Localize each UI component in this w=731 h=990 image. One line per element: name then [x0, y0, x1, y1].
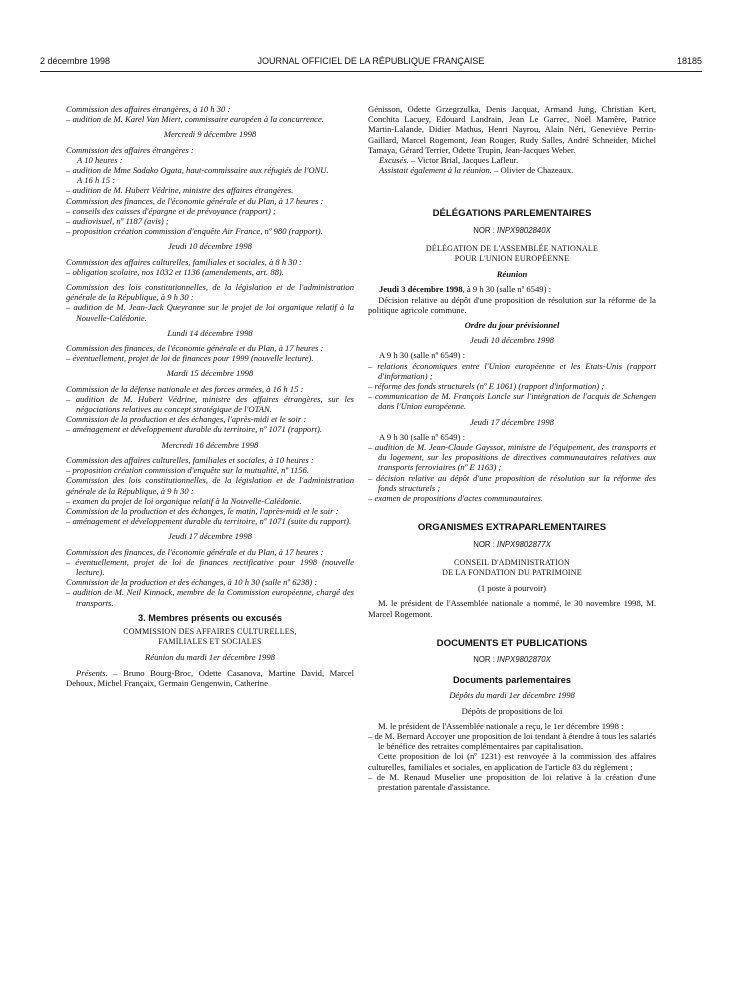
agenda-item: – audition de M. Karel Van Miert, commissaire européen à la concurrence.	[66, 114, 324, 125]
left-column	[66, 104, 354, 688]
agenda-item: – audition de M. Hubert Védrine, ministre des affaires étrangères, sur les négociations relatives au concept stratégique de l'OTAN.	[66, 393, 354, 415]
agenda-item: – proposition création commission d'enquête sur la mutualité, nº 1156.	[66, 465, 309, 476]
agenda-item: – éventuellement, projet de loi de finances pour 1999 (nouvelle lecture).	[66, 353, 314, 364]
header-rule	[40, 71, 702, 72]
nor-reference: NOR : INPX9802840X	[473, 225, 551, 235]
section-heading: 3. Membres présents ou excusés	[137, 612, 282, 623]
agenda-item: – audiovisuel, nº 1187 (avis) ;	[66, 216, 169, 227]
date-heading: Jeudi 17 décembre 1998	[470, 416, 554, 427]
referral-text: Cette proposition de loi (nº 1231) est renvoyée à la commission des affaires culturelles, familiales et sociales, en application de l'article 83 du règlement ;	[368, 751, 656, 772]
agenda-item: – éventuellement, projet de loi de finances rectificative pour 1998 (nouvelle lecture).	[66, 556, 354, 577]
also-present-line: Assistait également à la réunion. – Olivier de Chazeaux.	[379, 165, 574, 176]
time-heading: A 9 h 30 (salle nº 6549) :	[379, 350, 465, 361]
section-heading: ORGANISMES EXTRAPARLEMENTAIRES	[417, 522, 607, 534]
agenda-item: – audition de Mme Sadako Ogata, haut-commissaire aux réfugiés de l'ONU.	[66, 165, 329, 176]
date-heading: Mercredi 16 décembre 1998	[161, 439, 259, 450]
commission-heading: Commission des finances, de l'économie générale et du Plan, à 17 heures :	[66, 195, 324, 206]
deposit-type: Dépôts de propositions de loi	[461, 705, 563, 716]
commission-heading: Commission des finances, de l'économie générale et du Plan, à 17 heures :	[66, 343, 324, 354]
attendance-list-continued: Génisson, Odette Grzegrzulka, Denis Jacquat, Armand Jung, Christian Kert, Conchita Lacuey, Edouard Landrain, Jean Le Garrec, Noël Mamère, Patrice Martin-Lalande, Didier Mathus, Henri Nayrou, Alain Néri, Geneviève Perrin-Gaillard, Marcel Rogemont, Jean Rouger, Rudy Salles, André Schneider, Michel Tamaya, Gérard Terrier, Odette Trupin, Jean-Jacques Weber.	[368, 104, 656, 155]
commission-heading: Commission de la production et des échanges, l'après-midi et le soir :	[66, 414, 307, 425]
agenda-item: – obligation scolaire, nos 1032 et 1136 (amendements, art. 88).	[66, 266, 284, 277]
deposit-item: – de M. Bernard Accoyer une proposition de loi tendant à étendre à tous les salariés le bénéfice des retraites complémentaires par capitalisation.	[368, 730, 656, 752]
page-header	[40, 56, 702, 70]
agenda-item: – communication de M. François Loncle sur l'intégration de l'acquis de Schengen dans l'Union européenne.	[368, 391, 656, 412]
date-heading: Jeudi 10 décembre 1998	[168, 241, 252, 252]
section-heading: DÉLÉGATIONS PARLEMENTAIRES	[432, 208, 592, 220]
date-heading: Lundi 14 décembre 1998	[167, 327, 253, 338]
commission-heading: Commission des affaires culturelles, familiales et sociales, à 8 h 30 :	[66, 256, 302, 267]
agenda-item: – audition de M. Hubert Védrine, ministre des affaires étrangères.	[66, 185, 294, 196]
agenda-item: – aménagement et développement durable du territoire, nº 1071 (suite du rapport).	[66, 516, 352, 527]
agenda-item: – conseils des caisses d'épargne et de prévoyance (rapport) ;	[66, 205, 276, 216]
time-heading: A 10 heures :	[77, 154, 123, 165]
delegation-title: DÉLÉGATION DE L'ASSEMBLÉE NATIONALE	[425, 243, 599, 253]
subheading: Ordre du jour prévisionnel	[464, 320, 560, 331]
deposit-intro: M. le président de l'Assemblée nationale a reçu, le 1er décembre 1998 :	[378, 720, 624, 731]
meeting-line: Jeudi 3 décembre 1998, à 9 h 30 (salle nº 6549) :	[379, 284, 551, 295]
agenda-item: – examen du projet de loi organique relatif à la Nouvelle-Calédonie.	[66, 495, 302, 506]
commission-title: COMMISSION DES AFFAIRES CULTURELLES,	[123, 626, 297, 636]
agenda-item: – relations économiques entre l'Union européenne et les Etats-Unis (rapport d'information) ;	[368, 360, 656, 381]
header-page-number: 18185	[676, 56, 702, 66]
deposit-item: – de M. Renaud Muselier une proposition de loi relative à la création d'une prestation parentale d'assistance.	[368, 771, 656, 792]
commission-title: FAMILIALES ET SOCIALES	[158, 637, 262, 647]
agenda-item: – audition de M. Neil Kinnock, membre de la Commission européenne, chargé des transports.	[66, 587, 354, 608]
subheading: Réunion	[496, 269, 528, 280]
time-heading: A 16 h 15 :	[77, 175, 116, 186]
agenda-item: – décision relative au dépôt d'une proposition de résolution sur la réforme des fonds structurels ;	[368, 472, 656, 493]
vacancy-note: (1 poste à pourvoir)	[477, 583, 547, 594]
subsection-heading: Documents parlementaires	[453, 675, 571, 686]
council-title: CONSEIL D'ADMINISTRATION	[454, 557, 570, 567]
header-journal-title: JOURNAL OFFICIEL DE LA RÉPUBLIQUE FRANÇAISE	[257, 56, 485, 66]
nor-reference: NOR : INPX9802870X	[473, 654, 551, 664]
commission-heading: Commission des lois constitutionnelles, de la législation et de l'administration générale de la République, à 9 h 30 :	[66, 475, 354, 496]
appointment-text: M. le président de l'Assemblée nationale a nommé, le 30 novembre 1998, M. Marcel Rogemont.	[368, 598, 656, 619]
agenda-item: – examen de propositions d'actes communautaires.	[368, 493, 543, 504]
section-heading: DOCUMENTS ET PUBLICATIONS	[436, 637, 588, 649]
commission-heading: Commission des affaires étrangères :	[66, 144, 194, 155]
commission-heading: Commission de la production et des échanges, à 10 h 30 (salle nº 6238) :	[66, 577, 318, 588]
commission-heading: Commission de la production et des échanges, le matin, l'après-midi et le soir :	[66, 505, 339, 516]
meeting-date: Réunion du mardi 1er décembre 1998	[145, 652, 275, 663]
agenda-item: – réforme des fonds structurels (nº E 1061) (rapport d'information) ;	[368, 381, 605, 392]
agenda-item: – audition de M. Jean-Jack Queyranne sur le projet de loi organique relatif à la Nouvelle-Calédonie.	[66, 302, 354, 323]
commission-heading: Commission des lois constitutionnelles, de la législation et de l'administration générale de la République, à 9 h 30 :	[66, 282, 354, 303]
date-heading: Mardi 15 décembre 1998	[166, 368, 254, 379]
date-heading: Jeudi 10 décembre 1998	[470, 335, 554, 346]
date-heading: Mercredi 9 décembre 1998	[163, 129, 257, 140]
agenda-item: – aménagement et développement durable du territoire, nº 1071 (rapport).	[66, 424, 323, 435]
deposit-date: Dépôts du mardi 1er décembre 1998	[449, 690, 575, 701]
attendance-list: Présents. – Bruno Bourg-Broc, Odette Casanova, Martine David, Marcel Dehoux, Michel Françaix, Germain Gengenwin, Catherine	[66, 667, 354, 688]
commission-heading: Commission des affaires culturelles, familiales et sociales, à 10 heures :	[66, 454, 314, 465]
council-title: DE LA FONDATION DU PATRIMOINE	[442, 567, 582, 577]
time-heading: A 9 h 30 (salle nº 6549) :	[379, 431, 465, 442]
agenda-item: – audition de M. Jean-Claude Gayssot, ministre de l'équipement, des transports et du logement, sur les propositions de directives communautaires relatives aux transports ferroviaires (nº E 1163) ;	[368, 442, 656, 473]
excused-line: Excusés. – Victor Brial, Jacques Lafleur.	[379, 155, 519, 166]
nor-reference: NOR : INPX9802877X	[473, 539, 551, 549]
agenda-item: – proposition création commission d'enquête Air France, nº 980 (rapport).	[66, 226, 323, 237]
right-column	[368, 104, 656, 792]
decision-text: Décision relative au dépôt d'une proposition de résolution sur la réforme de la politique agricole commune.	[368, 294, 656, 315]
commission-heading: Commission de la défense nationale et des forces armées, à 16 h 15 :	[66, 383, 304, 394]
date-heading: Jeudi 17 décembre 1998	[168, 531, 252, 542]
commission-heading: Commission des finances, de l'économie générale et du Plan, à 17 heures :	[66, 546, 324, 557]
header-date: 2 décembre 1998	[40, 56, 111, 66]
delegation-title: POUR L'UNION EUROPÉENNE	[454, 254, 570, 264]
commission-heading: Commission des affaires étrangères, à 10 h 30 :	[66, 104, 231, 114]
